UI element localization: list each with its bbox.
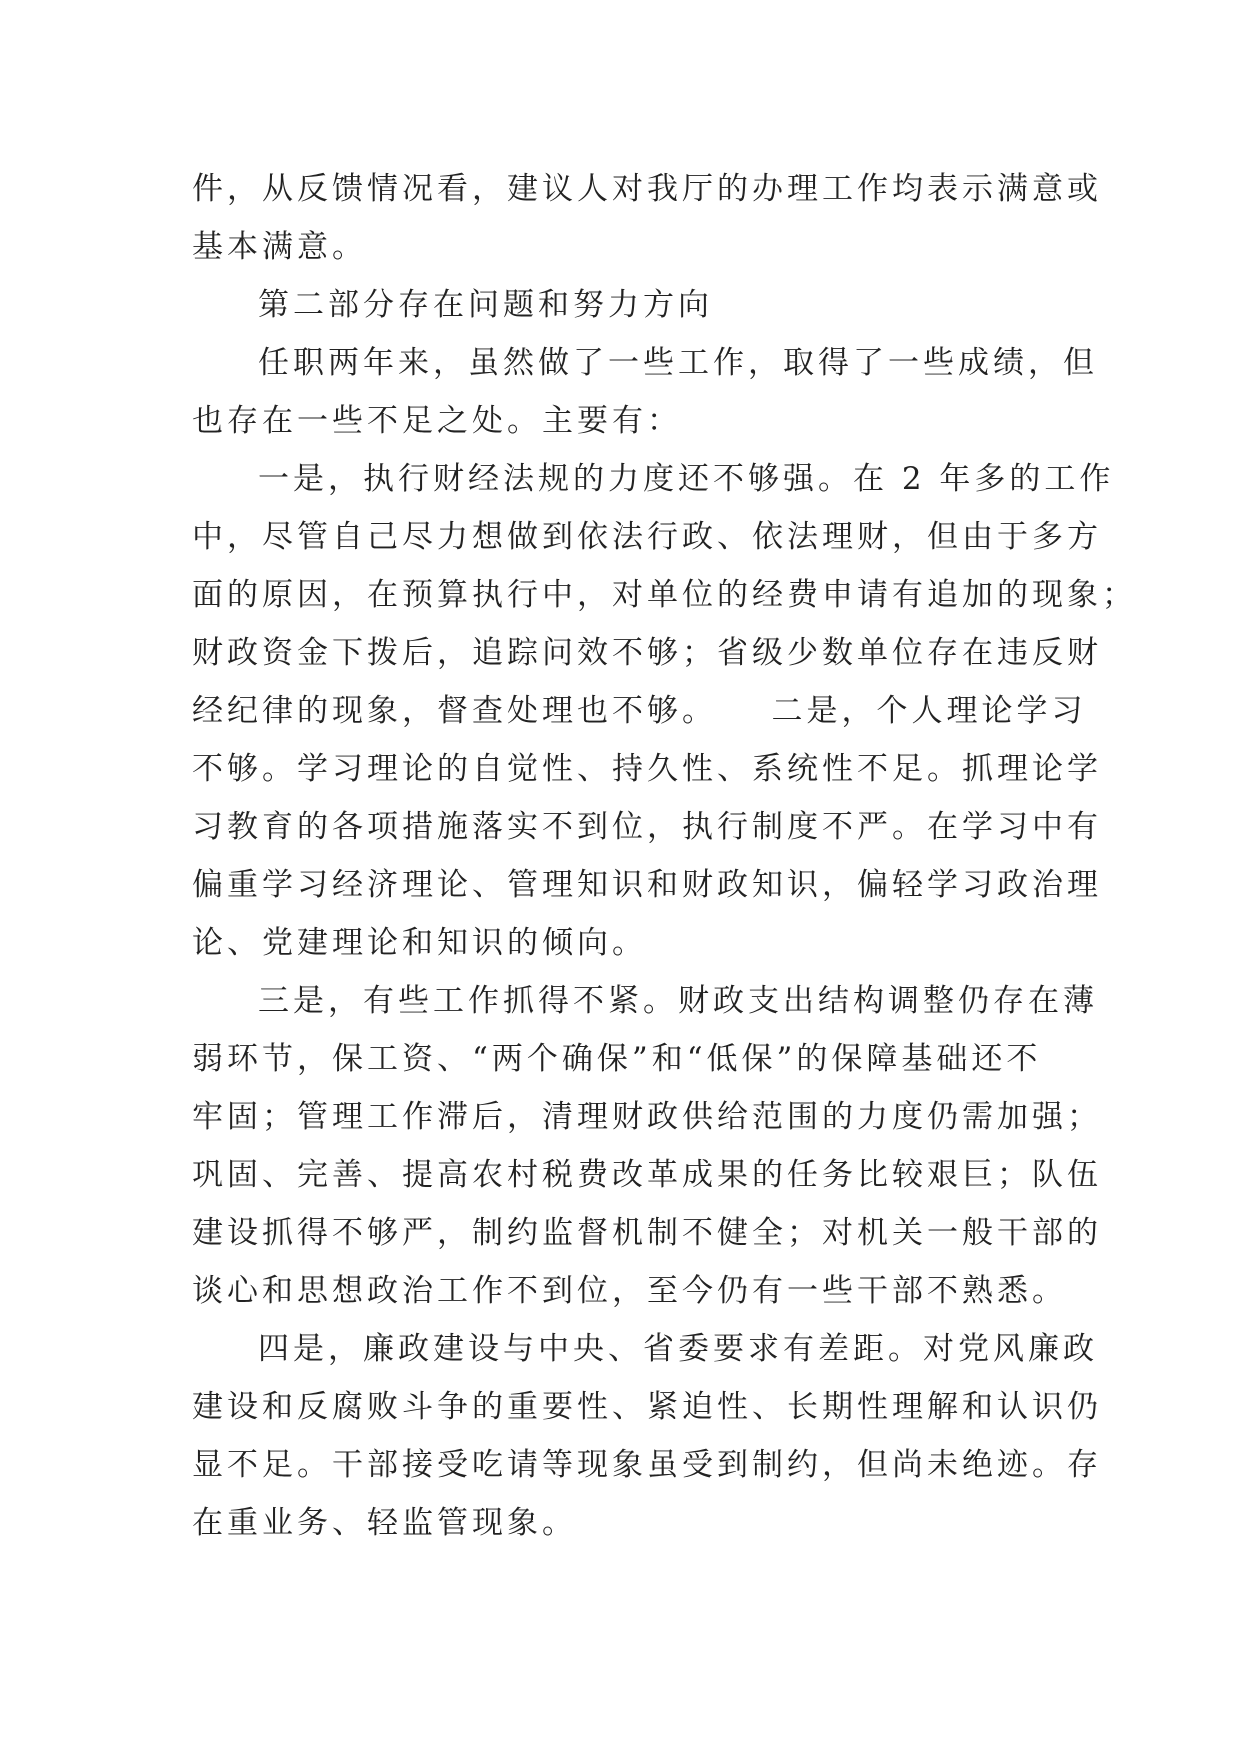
text-line: 习教育的各项措施落实不到位，执行制度不严。在学习中有: [192, 809, 1102, 845]
text-line: 建设和反腐败斗争的重要性、紧迫性、长期性理解和认识仍: [192, 1389, 1102, 1425]
text-line: 财政资金下拨后，追踪问效不够；省级少数单位存在违反财: [192, 635, 1102, 671]
text-line: 谈心和思想政治工作不到位，至今仍有一些干部不熟悉。: [192, 1273, 1067, 1309]
text-line: 弱环节，保工资、“两个确保”和“低保”的保障基础还不: [192, 1041, 1042, 1077]
text-line: 件，从反馈情况看，建议人对我厅的办理工作均表示满意或: [192, 171, 1102, 207]
text-line: 在重业务、轻监管现象。: [192, 1505, 577, 1541]
text-line: 三是，有些工作抓得不紧。财政支出结构调整仍存在薄: [258, 983, 1098, 1019]
text-line: 任职两年来，虽然做了一些工作，取得了一些成绩，但: [258, 345, 1098, 381]
text-line: 基本满意。: [192, 229, 367, 265]
text-line: 建设抓得不够严，制约监督机制不健全；对机关一般干部的: [192, 1215, 1102, 1251]
text-line: 一是，执行财经法规的力度还不够强。在 2 年多的工作: [258, 461, 1115, 497]
text-line: 显不足。干部接受吃请等现象虽受到制约，但尚未绝迹。存: [192, 1447, 1102, 1483]
text-line: 也存在一些不足之处。主要有：: [192, 403, 682, 439]
text-line: 巩固、完善、提高农村税费改革成果的任务比较艰巨；队伍: [192, 1157, 1102, 1193]
text-line: 经纪律的现象，督查处理也不够。 二是，个人理论学习: [192, 693, 1087, 729]
text-line: 四是，廉政建设与中央、省委要求有差距。对党风廉政: [258, 1331, 1098, 1367]
text-line: 不够。学习理论的自觉性、持久性、系统性不足。抓理论学: [192, 751, 1102, 787]
text-line: 偏重学习经济理论、管理知识和财政知识，偏轻学习政治理: [192, 867, 1102, 903]
text-line: 面的原因，在预算执行中，对单位的经费申请有追加的现象；: [192, 577, 1137, 613]
document-body: [192, 160, 1137, 1552]
text-line: 牢固；管理工作滞后，清理财政供给范围的力度仍需加强；: [192, 1099, 1102, 1135]
section-heading: 第二部分存在问题和努力方向: [258, 287, 713, 323]
text-line: 论、党建理论和知识的倾向。: [192, 925, 647, 961]
text-line: 中，尽管自己尽力想做到依法行政、依法理财，但由于多方: [192, 519, 1102, 555]
